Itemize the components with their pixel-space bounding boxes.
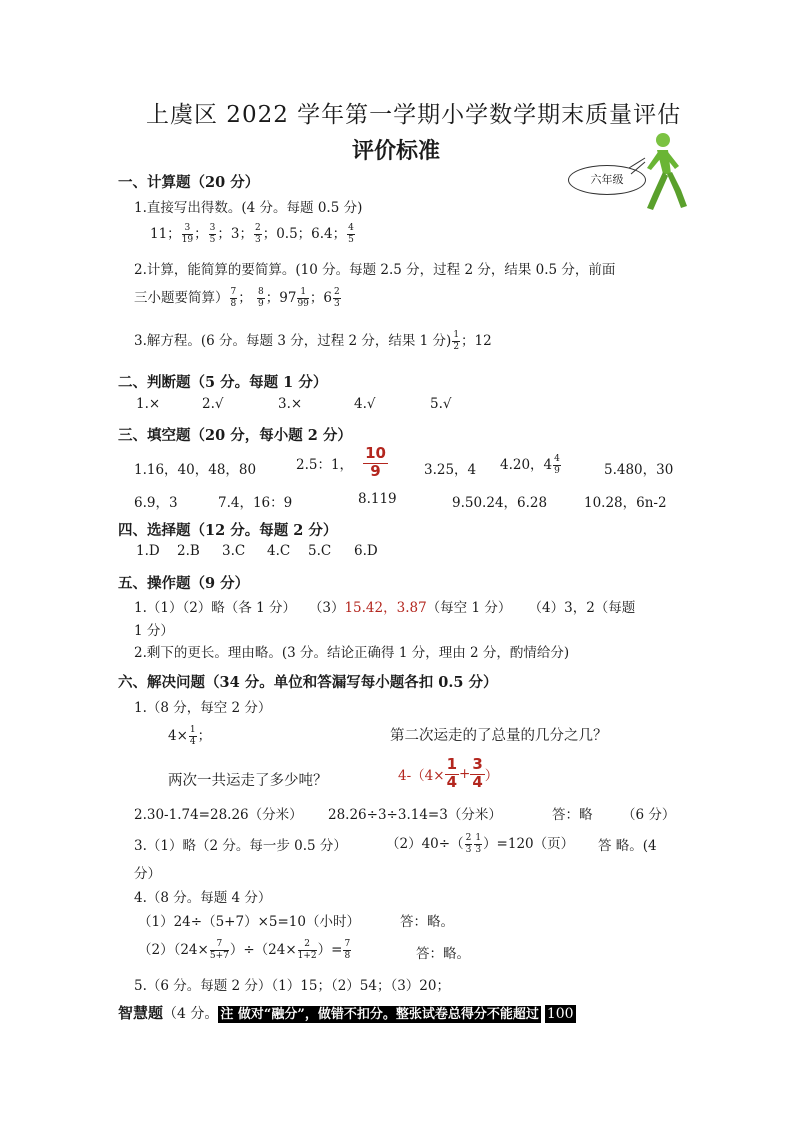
s4-answer-2: 2.B: [177, 543, 200, 559]
s1-q3: 3.解方程。(6 分。每题 3 分，过程 2 分，结果 1 分) $\frac{1}{2}$ ；12: [134, 330, 492, 352]
section-5-heading: 五、操作题（9 分）: [118, 575, 250, 592]
s3-answer-3: 3.25，4: [424, 462, 477, 478]
s6-q4-part-2: （2）（24× $\frac{7}{5+7}$ ）÷（24× $\frac{2}{1+2}$ ）= $\frac{7}{8}$: [138, 939, 351, 961]
s3-answer-1: 1.16，40，48，80: [134, 462, 257, 478]
s1-q2: 2.计算，能简算的要简算。(10 分。每题 2.5 分，过程 2 分，结果 0.5 分，前面: [134, 262, 616, 278]
s2-answer-5: 5.√: [430, 396, 452, 412]
s5-line-2: 2.剩下的更长。理由略。(3 分。结论正确得 1 分，理由 2 分，酌情给分): [134, 645, 570, 661]
s6-q5: 5.（6 分。每题 2 分）（1）15；（2）54；（3）20；: [134, 978, 450, 994]
section-2-heading: 二、判断题（5 分。每题 1 分）: [118, 374, 328, 391]
s6-q2-score: （6 分）: [622, 807, 676, 823]
s6-q1: 1.（8 分，每空 2 分）: [134, 700, 272, 716]
s2-answer-4: 4.√: [354, 396, 376, 412]
s4-answer-1: 1.D: [136, 543, 160, 559]
s4-answer-5: 5.C: [308, 543, 332, 559]
s6-q2-step-2: 28.26÷3÷3.14=3（分米）: [328, 807, 502, 823]
s2-answer-3: 3.×: [278, 396, 303, 412]
s6-q3-answer: 答 略。(4: [598, 838, 657, 854]
s5-line-1-cont: 1 分）: [134, 623, 174, 639]
s6-q4: 4.（8 分。每题 4 分）: [134, 890, 272, 906]
s6-q1-question-c: 两次一共运走了多少吨？: [168, 773, 328, 789]
section-3-heading: 三、填空题（20 分，每小题 2 分）: [118, 427, 352, 444]
s6-q3-part-1: 3.（1）略（2 分。每一步 0.5 分）: [134, 838, 347, 854]
s3-answer-4: 4.20，4 $\frac{4}{9}$: [500, 454, 560, 476]
s4-answer-6: 6.D: [354, 543, 378, 559]
s6-q4-part-1: （1）24÷（5+7）×5=10（小时）: [138, 914, 360, 930]
s6-q3-part-2: （2）40÷（ $\frac{2}{3}$ $\frac{1}{3}$ ）=120（页）: [386, 833, 575, 855]
walking-man-icon: [605, 128, 695, 218]
page-subtitle: 评价标准: [352, 138, 441, 164]
s1-q2-answers: 三小题要简算） $\frac{7}{8}$ ； $\frac{8}{9}$ ；97 $\frac{1}{99}$ ；6 $\frac{2}{3}$: [134, 287, 340, 309]
s2-answer-2: 2.√: [202, 396, 224, 412]
s3-answer-9: 9.50.24，6.28: [452, 495, 548, 511]
s4-answer-3: 3.C: [222, 543, 246, 559]
s6-q1-answer-a: 4× $\frac{1}{4}$ ；: [168, 725, 212, 747]
s4-answer-4: 4.C: [267, 543, 291, 559]
page-title: 上虞区 2022 学年第一学期小学数学期末质量评估: [146, 102, 682, 128]
s6-q1-answer-d: 4-（4× $\frac{1}{4}$ + $\frac{3}{4}$ ）: [398, 755, 499, 791]
s6-q2-step-1: 2.30-1.74=28.26（分米）: [134, 807, 303, 823]
s3-answer-10: 10.28，6n-2: [584, 495, 667, 511]
bonus-label: 智慧题: [118, 1004, 164, 1022]
s6-q4-part-1-answer: 答：略。: [400, 914, 454, 930]
s6-q3-cont: 分）: [134, 866, 161, 882]
bonus-max: 100: [546, 1006, 574, 1022]
s6-q4-part-2-answer: 答：略。: [416, 946, 470, 962]
s6-q2-answer: 答：略: [552, 807, 593, 823]
bonus-note: 注 做对“融分”，做错不扣分。整张试卷总得分不能超过: [220, 1007, 539, 1022]
s1-q1-answers: 11； $\frac{3}{19}$ ； $\frac{3}{5}$ ；3； $\frac{2}{3}$ ；0.5；6.4； $\frac{4}{5}$: [150, 223, 354, 245]
section-6-heading: 六、解决问题（34 分。单位和答漏写每小题各扣 0.5 分）: [118, 674, 498, 691]
section-4-heading: 四、选择题（12 分。每题 2 分）: [118, 522, 338, 539]
grade-badge: 六年级: [568, 165, 646, 195]
section-1-heading: 一、计算题（20 分）: [118, 174, 260, 191]
s3-answer-8: 8.119: [358, 491, 397, 507]
s3-answer-2: 2.5：1， $\frac{10}{9}$: [296, 444, 386, 480]
s6-q1-question-b: 第二次运走的了总量的几分之几？: [390, 728, 608, 744]
s3-answer-7: 7.4，16：9: [218, 495, 293, 511]
s3-answer-6: 6.9，3: [134, 495, 178, 511]
bonus-line: 智慧题（4 分。 注 做对“融分”，做错不扣分。整张试卷总得分不能超过 100: [118, 1004, 574, 1022]
s3-answer-5: 5.480，30: [604, 462, 674, 478]
s5-line-1: 1.（1）（2）略（各 1 分） （3）15.42，3.87（每空 1 分） （4）3，2（每题: [134, 600, 636, 616]
s1-q1: 1.直接写出得数。(4 分。每题 0.5 分): [134, 200, 363, 216]
s2-answer-1: 1.×: [136, 396, 161, 412]
